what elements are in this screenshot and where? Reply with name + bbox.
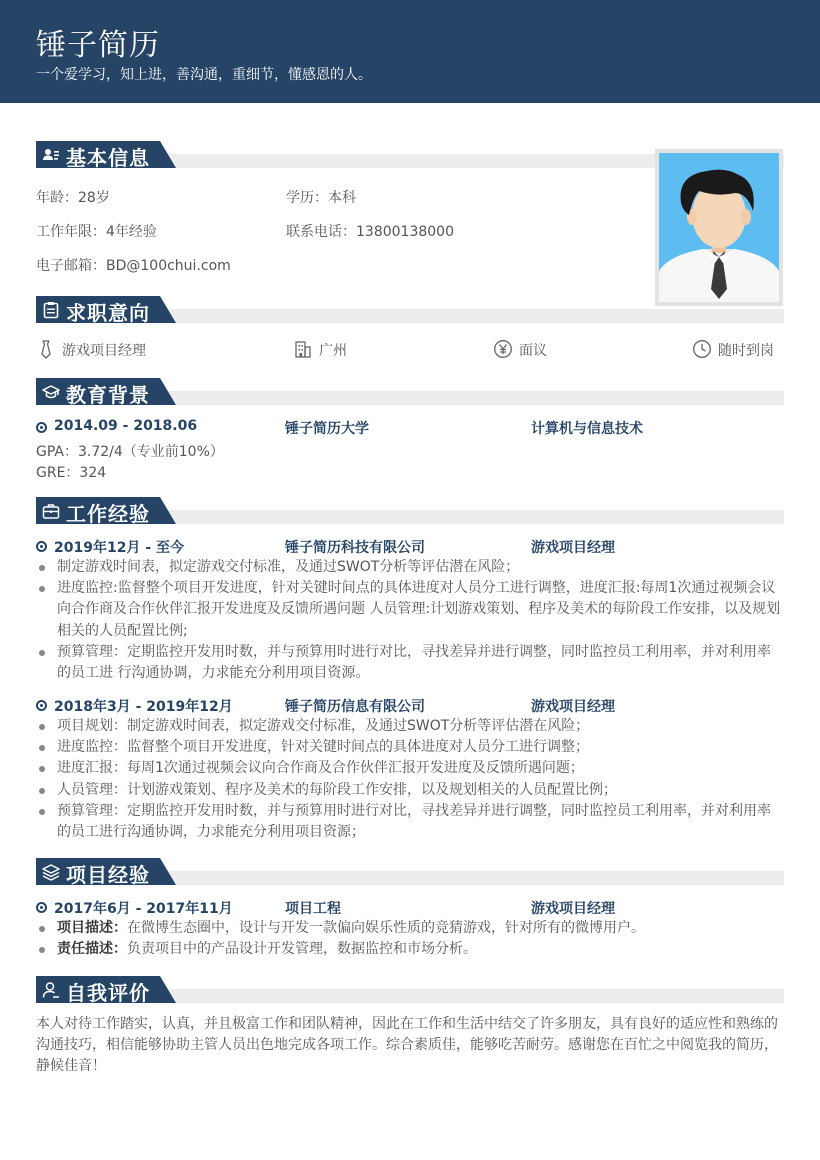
yen-icon <box>493 339 513 359</box>
job-position: 游戏项目经理 <box>531 540 615 556</box>
job-period: 2019年12月 - 至今 <box>54 540 185 556</box>
job-company: 锤子简历信息有限公司 <box>285 699 425 715</box>
education-gpa: GPA：3.72/4（专业前10%） <box>36 444 224 460</box>
list-item: 预算管理：定期监控开发用时数，并与预算用时进行对比，寻找差异并进行调整，同时监控员工利用率，并对利用率的员工进行沟通协调，力求能充分利用项目资源； <box>36 801 784 843</box>
job-duties-list <box>36 716 784 843</box>
header-banner <box>0 0 820 103</box>
intent-salary-label: 面议 <box>519 343 547 359</box>
list-item: 制定游戏时间表，拟定游戏交付标准，及通过SWOT分析等评估潜在风险； <box>36 557 784 578</box>
project-period: 2017年6月 - 2017年11月 <box>54 901 233 917</box>
work-years-field: 工作年限：4年经验 <box>36 224 157 240</box>
list-item: 进度监控:监督整个项目开发进度，针对关键时间点的具体进度对人员分工进行调整，进度汇报:每周1次通过视频会议向合作商及合作伙伴汇报开发进度及反馈所遇问题 人员管理:计划游戏策划、程序及美术的每阶段工作安排，以及规划相关的人员配置比例; <box>36 578 784 642</box>
avatar-illustration <box>659 153 779 302</box>
section-title-text: 基本信息 <box>66 146 150 170</box>
email-field: 电子邮箱：BD@100chui.com <box>36 258 231 274</box>
project-details-list <box>36 918 784 960</box>
section-title-text: 教育背景 <box>66 383 150 407</box>
phone-field: 联系电话：13800138000 <box>286 224 454 240</box>
job-position: 游戏项目经理 <box>531 699 615 715</box>
intent-city-label: 广州 <box>319 343 347 359</box>
timeline-dot <box>36 902 47 913</box>
resume-slogan: 一个爱学习，知上进，善沟通，重细节，懂感恩的人。 <box>36 67 372 83</box>
timeline-dot <box>36 541 47 552</box>
list-item: 项目规划：制定游戏时间表，拟定游戏交付标准，及通过SWOT分析等评估潜在风险； <box>36 716 784 737</box>
job-duties-list <box>36 557 784 684</box>
section-title-text: 项目经验 <box>66 863 150 887</box>
section-title-intent <box>36 296 784 323</box>
list-item <box>36 939 784 960</box>
job-company: 锤子简历科技有限公司 <box>285 540 425 556</box>
list-item: 进度监控：监督整个项目开发进度，针对关键时间点的具体进度对人员分工进行调整； <box>36 737 784 758</box>
intent-position-label: 游戏项目经理 <box>62 343 146 359</box>
job-period: 2018年3月 - 2019年12月 <box>54 699 233 715</box>
clipboard-icon <box>42 301 60 319</box>
tie-icon <box>36 339 56 359</box>
section-title-text: 工作经验 <box>66 502 150 526</box>
project-duty-label: 责任描述： <box>57 941 127 958</box>
section-title-work <box>36 497 784 524</box>
section-title-text: 自我评价 <box>66 981 150 1005</box>
section-title-self <box>36 976 784 1003</box>
intent-availability-label: 随时到岗 <box>718 343 774 359</box>
education-field: 学历：本科 <box>286 190 356 206</box>
list-item: 进度汇报：每周1次通过视频会议向合作商及合作伙伴汇报开发进度及反馈所遇问题； <box>36 758 784 779</box>
project-desc-label: 项目描述： <box>57 920 127 936</box>
list-item: 人员管理：计划游戏策划、程序及美术的每阶段工作安排，以及规划相关的人员配置比例； <box>36 780 784 801</box>
section-title-text: 求职意向 <box>66 301 150 325</box>
timeline-dot <box>36 700 47 711</box>
education-period: 2014.09 - 2018.06 <box>54 418 198 434</box>
person-icon <box>42 981 60 999</box>
education-major: 计算机与信息技术 <box>531 421 643 437</box>
clock-icon <box>692 339 712 359</box>
education-gre: GRE：324 <box>36 465 107 481</box>
project-desc: 在微博生态圈中，设计与开发一款偏向娱乐性质的竞猜游戏，针对所有的微博用户。 <box>127 920 645 936</box>
section-title-education <box>36 378 784 405</box>
project-name: 项目工程 <box>285 901 341 917</box>
list-item: 预算管理：定期监控开发用时数，并与预算用时进行对比，寻找差异并进行调整，同时监控员工利用率，并对利用率的员工进 行沟通协调，力求能充分利用项目资源。 <box>36 642 784 684</box>
education-school: 锤子简历大学 <box>285 421 369 437</box>
user-card-icon <box>42 146 60 164</box>
building-icon <box>293 339 313 359</box>
list-item <box>36 918 784 939</box>
age-field: 年龄：28岁 <box>36 190 110 206</box>
project-role: 游戏项目经理 <box>531 901 615 917</box>
resume-name: 锤子简历 <box>36 28 160 63</box>
graduation-cap-icon <box>42 383 60 401</box>
section-title-project <box>36 858 784 885</box>
briefcase-icon <box>42 502 60 520</box>
self-evaluation-text: 本人对待工作踏实，认真，并且极富工作和团队精神，因此在工作和生活中结交了许多朋友，具有良好的适应性和熟练的沟通技巧，相信能够协助主管人员出色地完成各项工作。综合素质佳，能够吃苦耐劳。感谢您在百忙之中阅览我的简历，静候佳音！ <box>36 1016 778 1074</box>
project-duty: 负责项目中的产品设计开发管理，数据监控和市场分析。 <box>127 941 477 958</box>
profile-photo <box>655 149 783 306</box>
timeline-dot <box>36 422 47 433</box>
layers-icon <box>42 863 60 881</box>
